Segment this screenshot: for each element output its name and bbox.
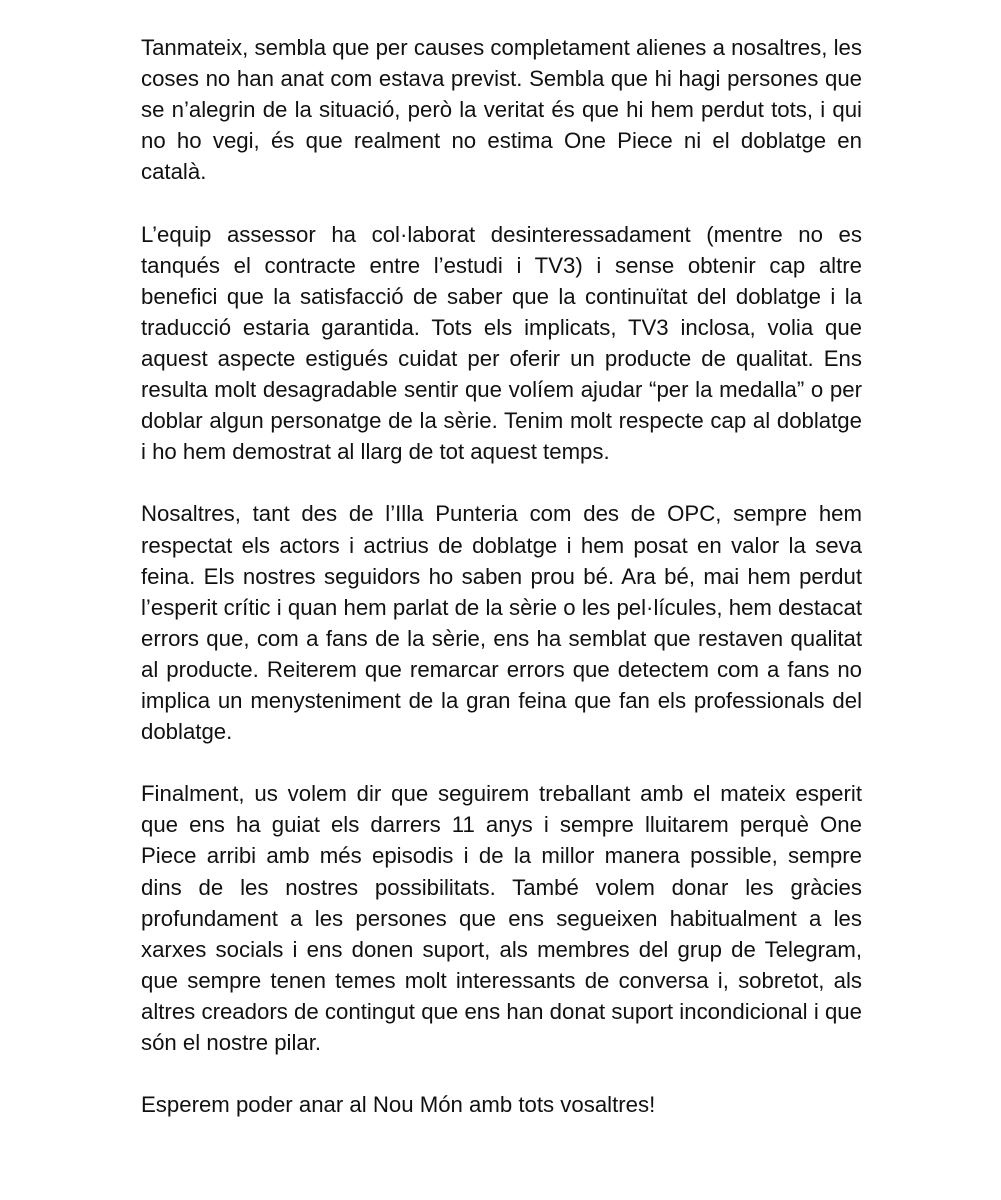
paragraph-advisory-team: L’equip assessor ha col·laborat desinteressadament (mentre no es tanqués el contracte entre l’estudi i TV3) i sense obtenir cap altre benefici que la satisfacció de saber que la continuïtat del doblatge i la traducció estaria garantida. Tots els implicats, TV3 inclosa, volia que aquest aspecte estigués cuidat per oferir un producte de qualitat. Ens resulta molt desagradable sentir que volíem ajudar “per la medalla” o per doblar algun personatge de la sèrie. Tenim molt respecte cap al doblatge i ho hem demostrat al llarg de tot aquest temps.	[141, 221, 862, 465]
paragraph-circumstances: Tanmateix, sembla que per causes completament alienes a nosaltres, les coses no han anat com estava previst. Sembla que hi hagi persones que se n’alegrin de la situació, però la veritat és que hi hem perdut tots, i qui no ho vegi, és que realment no estima One Piece ni el doblatge en català.	[141, 35, 862, 185]
document-body	[141, 32, 862, 1120]
paragraph-closing-thanks: Finalment, us volem dir que seguirem treballant amb el mateix esperit que ens ha guiat els darrers 11 anys i sempre lluitarem perquè One Piece arribi amb més episodis i de la millor manera possible, sempre dins de les nostres possibilitats. També volem donar les gràcies profundament a les persones que ens segueixen habitualment a les xarxes socials i ens donen suport, als membres del grup de Telegram, que sempre tenen temes molt interessants de conversa i, sobretot, als altres creadors de contingut que ens han donat suport incondicional i que són el nostre pilar.	[141, 781, 862, 1055]
paragraph-farewell: Esperem poder anar al Nou Món amb tots vosaltres!	[141, 1092, 656, 1118]
paragraph-respect-for-dubbing: Nosaltres, tant des de l’Illa Punteria com des de OPC, sempre hem respectat els actors i actrius de doblatge i hem posat en valor la seva feina. Els nostres seguidors ho saben prou bé. Ara bé, mai hem perdut l’esperit crític i quan hem parlat de la sèrie o les pel·lícules, hem destacat errors que, com a fans de la sèrie, ens ha semblat que restaven qualitat al producte. Reiterem que remarcar errors que detectem com a fans no implica un menysteniment de la gran feina que fan els professionals del doblatge.	[141, 501, 862, 745]
